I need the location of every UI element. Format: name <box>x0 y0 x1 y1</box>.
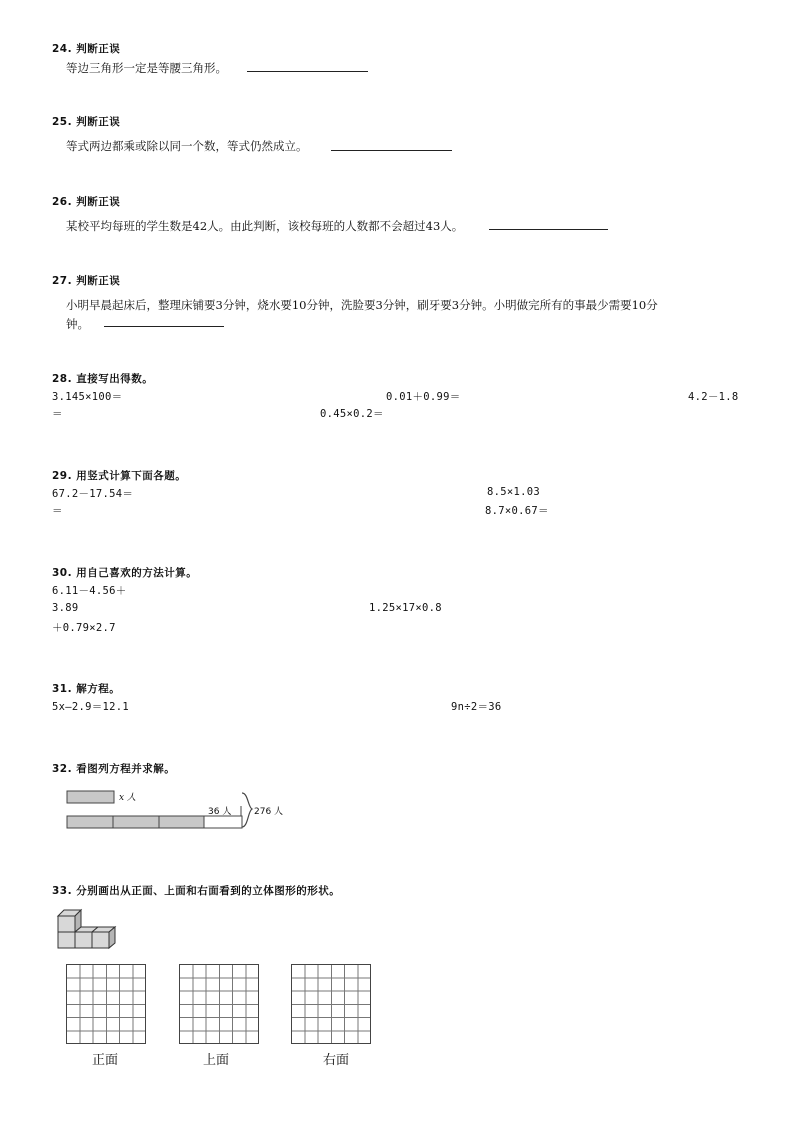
brace-icon <box>242 793 252 827</box>
question-26-header: 26. 判断正误 <box>52 196 121 208</box>
question-27-line-2: 钟。 <box>66 317 89 331</box>
expression-30-1-part-a: 6.11－4.56＋ <box>52 585 127 597</box>
label-top-view: 上面 <box>203 1053 230 1068</box>
question-33-header: 33. 分别画出从正面、上面和右面看到的立体图形的形状。 <box>52 885 341 897</box>
question-25-header: 25. 判断正误 <box>52 116 121 128</box>
cube-solid-figure <box>56 908 120 950</box>
expression-28-1: 3.145×100＝ <box>52 391 123 403</box>
drawing-grid-top[interactable] <box>179 964 259 1044</box>
question-31-header: 31. 解方程。 <box>52 683 121 695</box>
x-bar <box>67 791 114 803</box>
extra-36-segment <box>204 816 242 828</box>
question-28-header: 28. 直接写出得数。 <box>52 373 154 385</box>
answer-blank-26[interactable] <box>489 229 608 230</box>
question-30-header: 30. 用自己喜欢的方法计算。 <box>52 567 198 579</box>
drawing-grid-right[interactable] <box>291 964 371 1044</box>
expression-28-3-equals: ＝ <box>52 408 63 420</box>
answer-blank-25[interactable] <box>331 150 452 151</box>
label-right-view: 右面 <box>323 1053 350 1068</box>
expression-30-2: 1.25×17×0.8 <box>369 602 442 614</box>
expression-29-2: 8.5×1.03 <box>487 486 540 498</box>
equation-31-2: 9n÷2＝36 <box>451 701 502 713</box>
label-36-people: 36 人 <box>208 807 232 817</box>
label-x-people: x 人 <box>119 793 136 803</box>
question-24-text: 等边三角形一定是等腰三角形。 <box>66 61 227 75</box>
label-276-people: 276 人 <box>254 807 284 817</box>
expression-28-2: 0.01＋0.99＝ <box>386 391 461 403</box>
equation-31-1: 5x—2.9＝12.1 <box>52 701 130 713</box>
question-27-header: 27. 判断正误 <box>52 275 121 287</box>
answer-blank-24[interactable] <box>247 71 368 72</box>
answer-blank-27[interactable] <box>104 326 224 327</box>
drawing-grid-front[interactable] <box>66 964 146 1044</box>
expression-28-3: 4.2－1.8 <box>688 391 739 403</box>
expression-30-3: ＋0.79×2.7 <box>52 622 116 634</box>
question-25-text: 等式两边都乘或除以同一个数，等式仍然成立。 <box>66 139 308 153</box>
expression-29-3: 8.7×0.67＝ <box>485 505 549 517</box>
expression-28-4: 0.45×0.2＝ <box>320 408 384 420</box>
question-26-text: 某校平均每班的学生数是42人。由此判断，该校每班的人数都不会超过43人。 <box>66 219 464 233</box>
question-24-header: 24. 判断正误 <box>52 43 121 55</box>
question-27-line-1: 小明早晨起床后，整理床铺要3分钟，烧水要10分钟，洗脸要3分钟，刷牙要3分钟。小明做完所有的事最少需要10分 <box>66 298 658 312</box>
long-bar-shaded <box>67 816 204 828</box>
expression-30-1-part-b: 3.89 <box>52 602 79 614</box>
expression-29-1: 67.2－17.54＝ <box>52 488 134 500</box>
label-front-view: 正面 <box>92 1053 119 1068</box>
question-32-header: 32. 看图列方程并求解。 <box>52 763 176 775</box>
expression-29-1-equals: ＝ <box>52 505 63 517</box>
question-29-header: 29. 用竖式计算下面各题。 <box>52 470 187 482</box>
